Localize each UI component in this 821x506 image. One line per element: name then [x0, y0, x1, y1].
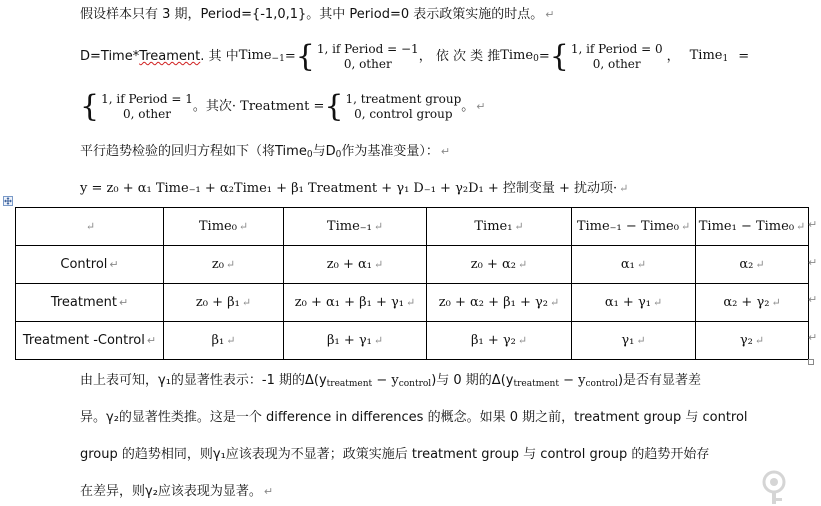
text-d-equals: D=Time* — [80, 49, 140, 64]
case-line: 1, treatment group — [345, 92, 462, 106]
equation-text: y = z₀ + α₁ Time₋₁ + α₂Time₁ + β₁ Treatment + γ₁ D₋₁ + γ₂D₁ + 控制变量 + 扰动项· — [80, 181, 618, 196]
cases-time1: { 1, if Period = 1 0, other — [80, 89, 193, 124]
row-label-treatment-minus-control[interactable]: Treatment -Control ↵ — [16, 322, 164, 360]
var-time-minus1: Time$_{-1}$ — [238, 47, 285, 64]
text-mid: . 其 中 — [200, 49, 239, 64]
paragraph-mark: ↵ — [440, 145, 451, 158]
table-cell[interactable]: β₁ + γ₂ ↵ — [427, 322, 572, 360]
case-line: 1, if Period = 1 — [101, 92, 193, 106]
case-line: 0, control group — [354, 107, 453, 121]
var-time0: Time$_0$ — [500, 47, 539, 64]
row-label-control[interactable]: Control ↵ — [16, 246, 164, 284]
did-table — [15, 207, 809, 360]
table-move-handle[interactable] — [3, 196, 13, 206]
row-end-mark: ↵ — [808, 293, 818, 306]
cases-time-minus1: { 1, if Period = −1 0, other — [295, 39, 419, 74]
table-cell[interactable]: α₁ + γ₁ ↵ — [572, 284, 696, 322]
subscript: control — [398, 379, 432, 389]
paragraph-interpretation-line3 — [80, 446, 709, 464]
text-part: )是否有显著差 — [617, 373, 702, 388]
text-sep: ， — [666, 49, 680, 64]
text-part: 平行趋势检验的回归方程如下（将Time — [80, 144, 307, 159]
text-treament-misspelled: Treament — [139, 49, 201, 64]
equals-sign: = — [538, 49, 550, 64]
table-cell[interactable]: γ₂ ↵ — [696, 322, 809, 360]
text-part: )与 0 期的Δ(y — [431, 373, 514, 388]
table-cell[interactable]: β₁ ↵ — [164, 322, 284, 360]
cases-treatment: { 1, treatment group 0, control group — [324, 89, 462, 124]
text-part: 与D — [312, 144, 336, 159]
text-part: 异。γ₂的显著性类推。这是一个 difference in differences 的概念。如果 0 期之前，treatment group 与 control — [80, 410, 748, 425]
move-arrows-icon — [4, 197, 12, 205]
header-cell[interactable]: Time₁ − Time₀ ↵ — [696, 208, 809, 246]
case-line: 0, other — [592, 57, 641, 71]
text-treatment-eq: 。其次· Treatment = — [192, 99, 325, 114]
header-cell[interactable]: Time₀ ↵ — [164, 208, 284, 246]
table-cell[interactable]: z₀ + β₁ ↵ — [164, 284, 284, 322]
text-part: group 的趋势相同，则γ₁应该表现为不显著；政策实施后 treatment group 与 control group 的趋势开始存 — [80, 447, 710, 462]
subscript: treatment — [513, 379, 559, 389]
table-row — [16, 322, 809, 360]
header-cell[interactable]: ↵ — [16, 208, 164, 246]
cases-time0: { 1, if Period = 0 0, other — [549, 39, 663, 74]
table-cell[interactable]: β₁ + γ₁ ↵ — [284, 322, 427, 360]
subscript: treatment — [326, 379, 373, 389]
table-cell[interactable]: γ₁ ↵ — [572, 322, 696, 360]
paragraph-regression-intro — [80, 143, 450, 164]
watermark-logo-icon — [758, 468, 798, 506]
case-line: 0, other — [123, 107, 171, 121]
text-part: − y — [372, 373, 399, 388]
paragraph-mark: ↵ — [545, 8, 555, 21]
regression-equation — [80, 180, 628, 198]
paragraph-mark: ↵ — [619, 182, 629, 195]
subscript: control — [585, 379, 618, 389]
case-line: 1, if Period = −1 — [316, 42, 419, 56]
text-part: 在差异，则γ₂应该表现为显著。 — [80, 484, 262, 499]
row-label-treatment[interactable]: Treatment ↵ — [16, 284, 164, 322]
table-header-row — [16, 208, 809, 246]
subscript: 0 — [306, 150, 313, 160]
row-end-mark: ↵ — [808, 331, 818, 344]
table-cell[interactable]: z₀ + α₂ + β₁ + γ₂ ↵ — [427, 284, 572, 322]
paragraph-interpretation-line2 — [80, 409, 748, 427]
table-cell[interactable]: z₀ + α₁ + β₁ + γ₁ ↵ — [284, 284, 427, 322]
text-part: 作为基准变量）： — [341, 144, 439, 159]
paragraph-text: 假设样本只有 3 期，Period={-1,0,1}。其中 Period=0 表示政策实施的时点。 — [80, 7, 544, 22]
table-cell[interactable]: z₀ + α₁ ↵ — [284, 246, 427, 284]
case-line: 1, if Period = 0 — [570, 42, 663, 56]
paragraph-period-definition — [80, 6, 554, 24]
table-cell[interactable]: α₁ ↵ — [572, 246, 696, 284]
case-line: 0, other — [343, 57, 392, 71]
equals-sign: = — [284, 49, 296, 64]
header-cell[interactable]: Time₋₁ ↵ — [284, 208, 427, 246]
var-time1: Time$_1$ — [689, 47, 729, 64]
paragraph-treatment-definition — [80, 90, 486, 124]
text-end: 。 — [461, 99, 475, 114]
equals-sign: = — [738, 49, 750, 64]
table-row — [16, 284, 809, 322]
table-cell[interactable]: z₀ + α₂ ↵ — [427, 246, 572, 284]
paragraph-mark: ↵ — [476, 100, 486, 113]
row-end-mark: ↵ — [808, 256, 818, 269]
text-part: − y — [558, 373, 586, 388]
table-resize-handle[interactable] — [808, 359, 814, 365]
table-cell[interactable]: α₂ + γ₂ ↵ — [696, 284, 809, 322]
header-cell[interactable]: Time₁ ↵ — [427, 208, 572, 246]
paragraph-mark: ↵ — [263, 485, 274, 498]
row-end-mark: ↵ — [808, 218, 818, 231]
paragraph-interpretation-line4 — [80, 483, 273, 501]
subscript: 0 — [335, 150, 342, 160]
table-cell[interactable]: α₂ ↵ — [696, 246, 809, 284]
table-cell[interactable]: z₀ ↵ — [164, 246, 284, 284]
table-row — [16, 246, 809, 284]
header-cell[interactable]: Time₋₁ − Time₀ ↵ — [572, 208, 696, 246]
text-sep: ， 依 次 类 推 — [418, 49, 501, 64]
paragraph-interpretation-line1 — [80, 372, 701, 393]
text-part: 由上表可知，γ₁的显著性表示：-1 期的Δ(y — [80, 373, 327, 388]
paragraph-did-definition — [80, 40, 749, 74]
